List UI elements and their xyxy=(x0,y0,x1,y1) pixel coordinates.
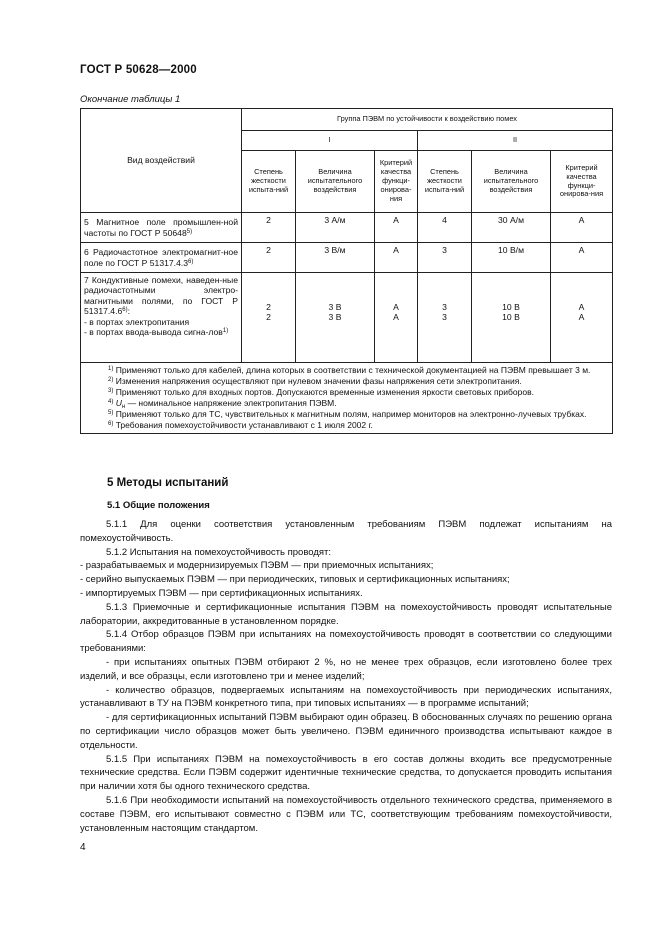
cell-value: 3 В 3 В xyxy=(296,273,375,363)
header-level-2: Степень жесткости испыта-ний xyxy=(418,151,472,213)
section-title: 5 Методы испытаний xyxy=(107,477,229,489)
list-item: - количество образцов, подвергаемых испытаниям на помехоустойчивость при периодических испытаниях, устанавливают в ТУ на ПЭВМ конкретного типа, при типовых испытаниях — в программе испытаний; xyxy=(80,684,612,710)
paragraph: 5.1.1 Для оценки соответствия установленным требованиям ПЭВМ подлежат испытаниям на помехоустойчивость. xyxy=(80,519,612,544)
footnote: $^{3)}$ Применяют только для входных портов. Допускаются временные изменения яркости световых приборов. xyxy=(108,387,534,398)
cell-level: 4 xyxy=(418,213,472,243)
list-item: - разрабатываемых и модернизируемых ПЭВМ — при приемочных испытаниях; xyxy=(80,560,434,572)
cell-level: 3 xyxy=(418,243,472,273)
table-caption: Окончание таблицы 1 xyxy=(80,94,181,105)
cell-level: 2 2 xyxy=(242,273,296,363)
cell-value: 10 В/м xyxy=(472,243,551,273)
row-label: 6 Радиочастотное электромагнит-ное поле по ГОСТ Р 51317.4.3$^{6)}$ xyxy=(81,243,242,273)
list-item: - при испытаниях опытных ПЭВМ отбирают 2 %, но не менее трех образцов, если изготовлено более трех изделий, и все образцы, если изготовлено три и менее изделий; xyxy=(80,656,612,682)
footnote: $^{2)}$ Изменения напряжения осуществляют при нулевом значении фазы напряжения сети электропитания. xyxy=(108,376,522,387)
paragraph: 5.1.4 Отбор образцов ПЭВМ при испытаниях на помехоустойчивость проводят в соответствии со следующими требованиями: xyxy=(80,629,612,655)
cell-criterion: А xyxy=(551,213,613,243)
cell-value: 10 В 10 В xyxy=(472,273,551,363)
cell-value: 30 А/м xyxy=(472,213,551,243)
table-row xyxy=(81,273,613,363)
document-code: ГОСТ Р 50628—2000 xyxy=(80,64,197,76)
header-group: Группа ПЭВМ по устойчивости к воздействию помех xyxy=(242,109,613,131)
footnote: $^{5)}$ Применяют только для ТС, чувствительных к магнитным полям, например мониторов на электронно-лучевых трубках. xyxy=(108,409,587,420)
header-criterion-2: Критерий качества функци-онирова-ния xyxy=(551,151,613,213)
header-criterion-1: Критерий качества функци-онирова-ния xyxy=(375,151,418,213)
table-row xyxy=(81,243,613,273)
list-item: - импортируемых ПЭВМ — при сертификационных испытаниях. xyxy=(80,587,363,599)
subsection-title: 5.1 Общие положения xyxy=(107,500,210,511)
header-level-1: Степень жесткости испыта-ний xyxy=(242,151,296,213)
cell-level: 2 xyxy=(242,213,296,243)
body-text xyxy=(80,518,612,835)
cell-criterion: А xyxy=(551,243,613,273)
paragraph: 5.1.5 При испытаниях ПЭВМ на помехоустойчивость в его состав должны входить все предусмотренные технические средства. Если ПЭВМ содержит идентичные технические средства, то допускается проводить испытания при наличии хотя бы одного технического средства. xyxy=(80,753,612,793)
list-item: - серийно выпускаемых ПЭВМ — при периодических, типовых и сертификационных испытаниях; xyxy=(80,574,510,586)
header-value-2: Величина испытательного воздействия xyxy=(472,151,551,213)
cell-criterion: А xyxy=(375,213,418,243)
cell-value: 3 В/м xyxy=(296,243,375,273)
paragraph: 5.1.3 Приемочные и сертификационные испытания ПЭВМ на помехоустойчивость проводят испытательные лаборатории, аккредитованные в установленном порядке. xyxy=(80,601,612,627)
row-label: 7 Кондуктивные помехи, наведен-ные радиочастотными электро-магнитными полями, по ГОСТ Р 51317.4.6$^{6)}$: - в портах электропитания - в портах ввода-вывода сигна-лов$^{1)}$ xyxy=(81,273,242,363)
footnote: $^{1)}$ Применяют только для кабелей, длина которых в соответствии с технической документацией на ПЭВМ превышает 3 м. xyxy=(108,365,591,375)
cell-level: 2 xyxy=(242,243,296,273)
header-value-1: Величина испытательного воздействия xyxy=(296,151,375,213)
table-footnotes xyxy=(81,363,613,434)
cell-criterion: А xyxy=(375,243,418,273)
header-group-2: II xyxy=(418,131,613,151)
header-group-1: I xyxy=(242,131,418,151)
header-impact-type: Вид воздействий xyxy=(81,109,242,213)
requirements-table xyxy=(80,108,613,434)
page-number: 4 xyxy=(80,842,86,853)
paragraph: 5.1.2 Испытания на помехоустойчивость проводят: xyxy=(106,546,332,558)
list-item: - для сертификационных испытаний ПЭВМ выбирают один образец. В обоснованных случаях по решению органа по сертификации число образцов может быть увеличено. ПЭВМ единичного производства испытывают каждое в отдельности. xyxy=(80,712,612,751)
row-label: 5 Магнитное поле промышлен-ной частоты по ГОСТ Р 50648$^{5)}$ xyxy=(81,213,242,243)
table-row xyxy=(81,213,613,243)
cell-criterion: А А xyxy=(551,273,613,363)
paragraph: 5.1.6 При необходимости испытаний на помехоустойчивость отдельного технического средства, применяемого в составе ПЭВМ, его испытывают совместно с ПЭВМ или ТС, соответствующим требованиям помехоустойчивости, установленным настоящим стандартом. xyxy=(80,794,612,834)
footnote: $^{6)}$ Требования помехоустойчивости устанавливают с 1 июля 2002 г. xyxy=(108,420,373,431)
footnote: $^{4)}$ $U_н$ — номинальное напряжение электропитания ПЭВМ. xyxy=(108,398,337,411)
cell-level: 3 3 xyxy=(418,273,472,363)
cell-value: 3 А/м xyxy=(296,213,375,243)
cell-criterion: А А xyxy=(375,273,418,363)
